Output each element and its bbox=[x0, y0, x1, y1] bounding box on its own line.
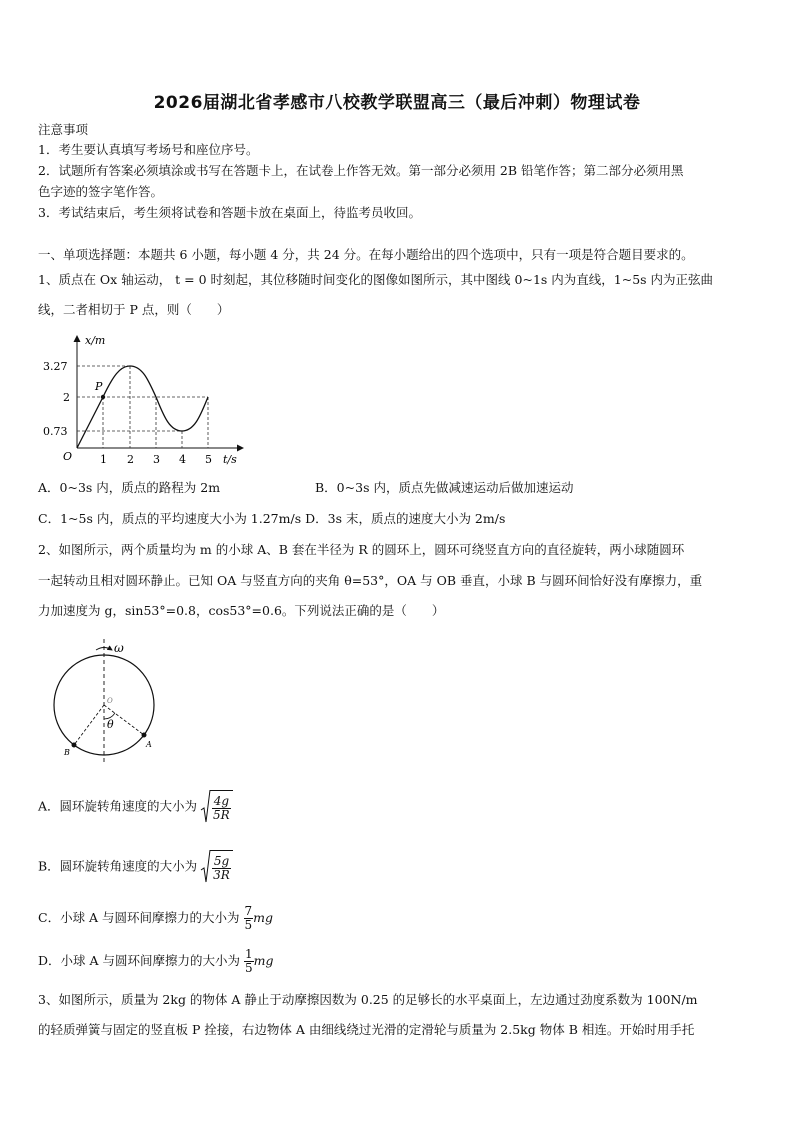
q2-option-d-text: D．小球 A 与圆环间摩擦力的大小为 bbox=[38, 953, 240, 968]
note-item-2-cont: 色字迹的签字笔作答。 bbox=[38, 184, 164, 199]
q1-option-cd: C．1~5s 内，质点的平均速度大小为 1.27m/s D．3s 末，质点的速度大小为 2m/s bbox=[38, 511, 506, 526]
y-axis-label: x/m bbox=[85, 334, 106, 347]
q2-option-c-num: 7 bbox=[244, 904, 253, 918]
q2-option-d-num: 1 bbox=[244, 947, 253, 961]
x-tick-1: 1 bbox=[100, 453, 107, 466]
ball-b-label: B bbox=[64, 748, 70, 757]
q2-option-c-tail: mg bbox=[253, 910, 274, 925]
note-item-3: 3．考试结束后，考生须将试卷和答题卡放在桌面上，待监考员收回。 bbox=[38, 205, 421, 220]
q2-option-d-tail: mg bbox=[253, 953, 274, 968]
q2-option-c bbox=[38, 903, 273, 933]
displacement-curve bbox=[77, 366, 208, 448]
ball-a bbox=[142, 733, 147, 738]
center-o-label: O bbox=[107, 697, 113, 705]
note-item-1: 1．考生要认真填写考场号和座位序号。 bbox=[38, 142, 259, 157]
q2-option-b-sqrt bbox=[201, 850, 233, 884]
radius-ob bbox=[74, 705, 104, 745]
q3-stem-line1: 3、如图所示，质量为 2kg 的物体 A 静止于动摩擦因数为 0.25 的足够长的水平桌面上，左边通过劲度系数为 100N/m bbox=[38, 992, 698, 1007]
q1-stem-line2: 线，二者相切于 P 点，则（ ） bbox=[38, 302, 230, 317]
q2-option-d-den: 5 bbox=[244, 961, 253, 975]
q2-stem-line2: 一起转动且相对圆环静止。已知 OA 与竖直方向的夹角 θ=53°，OA 与 OB 垂直，小球 B 与圆环间恰好没有摩擦力，重 bbox=[38, 573, 703, 588]
q2-option-b-num: 5g bbox=[213, 854, 230, 868]
point-p-label: P bbox=[95, 380, 103, 393]
x-tick-3: 3 bbox=[153, 453, 160, 466]
q2-option-a-num: 4g bbox=[213, 794, 230, 808]
q2-option-a-den: 5R bbox=[213, 808, 230, 822]
y-tick-3.27: 3.27 bbox=[43, 360, 68, 373]
theta-label: θ bbox=[107, 718, 114, 731]
origin-label: O bbox=[63, 450, 73, 463]
note-item-2: 2．试题所有答案必须填涂或书写在答题卡上，在试卷上作答无效。第一部分必须用 2B 铅笔作答；第二部分必须用黑 bbox=[38, 163, 684, 178]
q2-option-c-text: C．小球 A 与圆环间摩擦力的大小为 bbox=[38, 910, 240, 925]
x-tick-2: 2 bbox=[127, 453, 134, 466]
page-title: 2026届湖北省孝感市八校教学联盟高三（最后冲刺）物理试卷 bbox=[153, 93, 641, 113]
q1-option-a: A．0~3s 内，质点的路程为 2m bbox=[38, 480, 221, 495]
q2-stem-line1: 2、如图所示，两个质量均为 m 的小球 A、B 套在半径为 R 的圆环上，圆环可绕竖直方向的直径旋转，两小球随圆环 bbox=[38, 542, 685, 557]
q2-option-a-sqrt bbox=[201, 790, 233, 824]
notes-heading: 注意事项 bbox=[38, 122, 89, 137]
q3-stem-line2: 的轻质弹簧与固定的竖直板 P 拴接，右边物体 A 由细线绕过光滑的定滑轮与质量为 2.5kg 物体 B 相连。开始时用手托 bbox=[38, 1022, 695, 1037]
q1-displacement-graph bbox=[43, 330, 255, 470]
section-heading: 一、单项选择题：本题共 6 小题，每小题 4 分，共 24 分。在每小题给出的四个选项中，只有一项是符合题目要求的。 bbox=[38, 247, 694, 262]
q2-stem-line3: 力加速度为 g，sin53°=0.8，cos53°=0.6。下列说法正确的是（ ） bbox=[38, 603, 445, 618]
q2-option-b bbox=[38, 850, 233, 884]
q2-option-a bbox=[38, 790, 233, 824]
q2-option-a-text: A．圆环旋转角速度的大小为 bbox=[38, 798, 198, 814]
omega-label: ω bbox=[114, 641, 124, 655]
ball-a-label: A bbox=[146, 740, 152, 749]
q1-stem-line1: 1、质点在 Ox 轴运动， t = 0 时刻起，其位移随时间变化的图像如图所示，其中图线 0~1s 内为直线，1~5s 内为正弦曲 bbox=[38, 272, 714, 287]
q2-option-d bbox=[38, 946, 273, 976]
x-tick-5: 5 bbox=[205, 453, 212, 466]
q2-option-c-den: 5 bbox=[244, 918, 253, 932]
y-tick-0.73: 0.73 bbox=[43, 425, 68, 438]
x-axis-label: t/s bbox=[223, 453, 237, 466]
q2-option-b-text: B．圆环旋转角速度的大小为 bbox=[38, 858, 198, 874]
q2-ring-figure bbox=[50, 635, 170, 770]
q2-option-b-den: 3R bbox=[213, 868, 230, 882]
q1-option-b: B．0~3s 内，质点先做减速运动后做加速运动 bbox=[315, 480, 574, 495]
tangent-point-p bbox=[101, 395, 105, 399]
ball-b bbox=[72, 743, 77, 748]
y-tick-2: 2 bbox=[63, 391, 70, 404]
x-tick-4: 4 bbox=[179, 453, 186, 466]
